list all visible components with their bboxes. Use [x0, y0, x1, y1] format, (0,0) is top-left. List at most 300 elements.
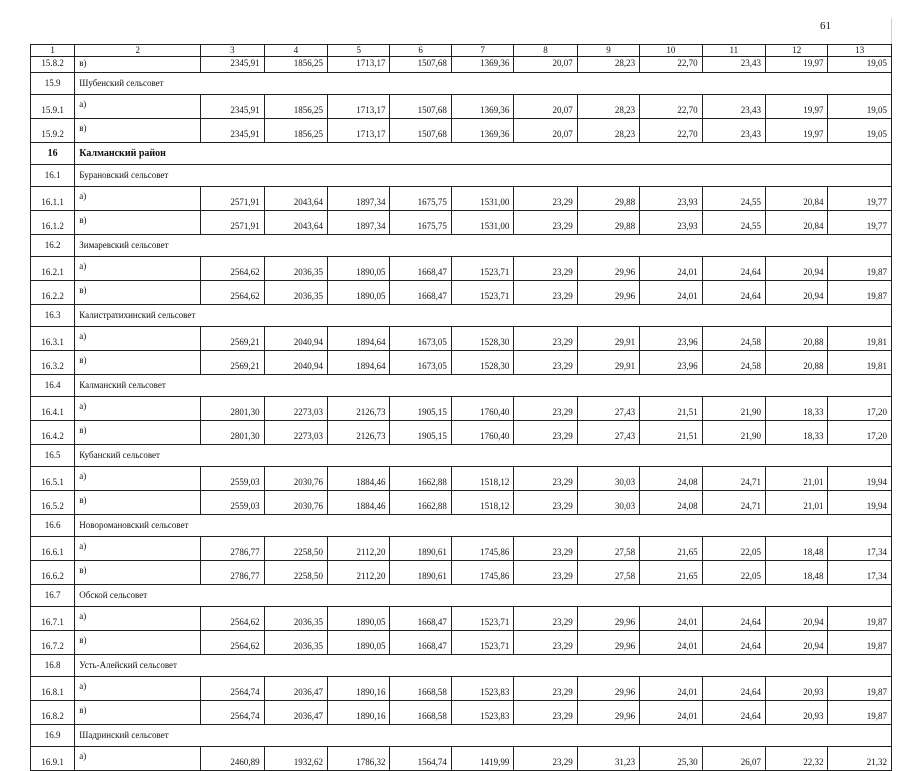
value-cell: 1369,36	[451, 95, 513, 119]
value-cell: 21,51	[640, 421, 702, 445]
table-row	[31, 327, 892, 351]
value-cell: 2786,77	[201, 537, 264, 561]
row-code-cell: 16.5.2	[31, 491, 75, 515]
value-cell: 19,94	[828, 467, 892, 491]
subitem-label: в)	[79, 215, 87, 225]
value-cell: 20,84	[766, 211, 828, 235]
value-cell: 2564,74	[201, 701, 264, 725]
value-cell: 29,96	[577, 677, 639, 701]
value-cell: 1523,71	[451, 607, 513, 631]
council-name-cell: Шадринский сельсовет	[75, 725, 892, 747]
value-cell: 1760,40	[451, 421, 513, 445]
value-cell: 2258,50	[264, 537, 327, 561]
row-code-cell: 16.7	[31, 585, 75, 607]
row-code-cell: 16.2.1	[31, 257, 75, 281]
value-cell: 24,64	[702, 257, 765, 281]
value-cell: 1890,16	[328, 677, 390, 701]
council-row	[31, 515, 892, 537]
value-cell: 2564,62	[201, 631, 264, 655]
row-code-cell: 16.1.2	[31, 211, 75, 235]
value-cell: 20,93	[766, 677, 828, 701]
value-cell: 2273,03	[264, 421, 327, 445]
row-code-cell: 16.7.1	[31, 607, 75, 631]
table-body	[31, 45, 892, 771]
value-cell: 24,64	[702, 677, 765, 701]
value-cell: 2345,91	[201, 119, 264, 143]
value-cell: 2571,91	[201, 211, 264, 235]
value-cell: 24,01	[640, 631, 702, 655]
value-cell: 1856,25	[264, 57, 327, 73]
row-code-cell: 16.8.2	[31, 701, 75, 725]
row-code-cell: 16.6.1	[31, 537, 75, 561]
value-cell: 1507,68	[390, 57, 451, 73]
subitem-label: в)	[79, 58, 87, 68]
value-cell: 2564,62	[201, 607, 264, 631]
value-cell: 1890,05	[328, 607, 390, 631]
value-cell: 2571,91	[201, 187, 264, 211]
subitem-cell	[75, 187, 201, 211]
value-cell: 22,70	[640, 95, 702, 119]
row-code-cell: 16.7.2	[31, 631, 75, 655]
value-cell: 2036,35	[264, 257, 327, 281]
column-number-cell: 13	[828, 45, 892, 57]
value-cell: 18,33	[766, 397, 828, 421]
subitem-cell	[75, 281, 201, 305]
value-cell: 1668,58	[390, 677, 451, 701]
value-cell: 1894,64	[328, 351, 390, 375]
value-cell: 29,88	[577, 211, 639, 235]
column-number-cell: 11	[702, 45, 765, 57]
row-code-cell: 16.9.1	[31, 747, 75, 771]
value-cell: 1890,61	[390, 561, 451, 585]
value-cell: 24,01	[640, 607, 702, 631]
value-cell: 22,05	[702, 561, 765, 585]
value-cell: 19,97	[766, 57, 828, 73]
value-cell: 1531,00	[451, 187, 513, 211]
value-cell: 21,90	[702, 421, 765, 445]
row-code-cell: 16.5.1	[31, 467, 75, 491]
subitem-cell	[75, 491, 201, 515]
value-cell: 2786,77	[201, 561, 264, 585]
value-cell: 1531,00	[451, 211, 513, 235]
value-cell: 22,32	[766, 747, 828, 771]
value-cell: 24,58	[702, 351, 765, 375]
row-code-cell: 16.1	[31, 165, 75, 187]
column-number-cell: 12	[766, 45, 828, 57]
value-cell: 21,65	[640, 537, 702, 561]
value-cell: 1369,36	[451, 57, 513, 73]
value-cell: 19,05	[828, 57, 892, 73]
row-code-cell: 16.2.2	[31, 281, 75, 305]
value-cell: 1523,83	[451, 677, 513, 701]
table-row	[31, 467, 892, 491]
row-code-cell: 15.9.2	[31, 119, 75, 143]
column-number-cell: 6	[390, 45, 451, 57]
council-name-cell: Обской сельсовет	[75, 585, 892, 607]
value-cell: 27,58	[577, 537, 639, 561]
value-cell: 1905,15	[390, 421, 451, 445]
value-cell: 1673,05	[390, 327, 451, 351]
table-row	[31, 631, 892, 655]
subitem-label: в)	[79, 635, 87, 645]
value-cell: 1890,61	[390, 537, 451, 561]
row-code-cell: 16.8	[31, 655, 75, 677]
council-name-cell: Шубенский сельсовет	[75, 73, 892, 95]
value-cell: 1713,17	[328, 57, 390, 73]
column-number-cell: 1	[31, 45, 75, 57]
value-cell: 24,64	[702, 631, 765, 655]
value-cell: 27,43	[577, 421, 639, 445]
value-cell: 2112,20	[328, 561, 390, 585]
row-code-cell: 15.9	[31, 73, 75, 95]
value-cell: 18,48	[766, 561, 828, 585]
value-cell: 19,87	[828, 701, 892, 725]
value-cell: 1856,25	[264, 119, 327, 143]
subitem-cell	[75, 211, 201, 235]
subitem-cell	[75, 95, 201, 119]
row-code-cell: 16.8.1	[31, 677, 75, 701]
value-cell: 23,93	[640, 211, 702, 235]
value-cell: 2030,76	[264, 491, 327, 515]
value-cell: 2345,91	[201, 57, 264, 73]
value-cell: 26,07	[702, 747, 765, 771]
row-code-cell: 16.6.2	[31, 561, 75, 585]
subitem-cell	[75, 561, 201, 585]
subitem-cell	[75, 677, 201, 701]
value-cell: 24,08	[640, 491, 702, 515]
value-cell: 20,94	[766, 257, 828, 281]
value-cell: 18,33	[766, 421, 828, 445]
council-name-cell: Новоромановский сельсовет	[75, 515, 892, 537]
value-cell: 24,01	[640, 701, 702, 725]
value-cell: 23,29	[514, 677, 577, 701]
value-cell: 18,48	[766, 537, 828, 561]
value-cell: 24,01	[640, 257, 702, 281]
value-cell: 1884,46	[328, 467, 390, 491]
value-cell: 24,01	[640, 281, 702, 305]
value-cell: 1897,34	[328, 211, 390, 235]
value-cell: 1528,30	[451, 327, 513, 351]
subitem-cell	[75, 119, 201, 143]
value-cell: 2036,35	[264, 281, 327, 305]
column-number-cell: 4	[264, 45, 327, 57]
value-cell: 23,29	[514, 351, 577, 375]
value-cell: 1884,46	[328, 491, 390, 515]
value-cell: 2040,94	[264, 351, 327, 375]
value-cell: 19,87	[828, 631, 892, 655]
value-cell: 23,96	[640, 351, 702, 375]
value-cell: 1932,62	[264, 747, 327, 771]
subitem-cell	[75, 351, 201, 375]
table-row	[31, 57, 892, 73]
value-cell: 2564,62	[201, 281, 264, 305]
subitem-label: а)	[79, 611, 87, 621]
value-cell: 23,43	[702, 57, 765, 73]
value-cell: 1713,17	[328, 119, 390, 143]
value-cell: 1786,32	[328, 747, 390, 771]
subitem-cell	[75, 701, 201, 725]
council-row	[31, 375, 892, 397]
value-cell: 24,58	[702, 327, 765, 351]
table-row	[31, 187, 892, 211]
subitem-label: а)	[79, 261, 87, 271]
value-cell: 31,23	[577, 747, 639, 771]
table-row	[31, 351, 892, 375]
value-cell: 23,93	[640, 187, 702, 211]
value-cell: 23,29	[514, 187, 577, 211]
tariff-table	[30, 44, 892, 771]
value-cell: 22,70	[640, 119, 702, 143]
value-cell: 2258,50	[264, 561, 327, 585]
value-cell: 23,29	[514, 257, 577, 281]
value-cell: 2036,35	[264, 607, 327, 631]
council-row	[31, 73, 892, 95]
value-cell: 2126,73	[328, 397, 390, 421]
value-cell: 1507,68	[390, 119, 451, 143]
value-cell: 29,96	[577, 281, 639, 305]
table-row	[31, 677, 892, 701]
value-cell: 2559,03	[201, 491, 264, 515]
value-cell: 21,32	[828, 747, 892, 771]
value-cell: 1523,71	[451, 631, 513, 655]
subitem-label: в)	[79, 495, 87, 505]
value-cell: 23,29	[514, 561, 577, 585]
table-row	[31, 211, 892, 235]
value-cell: 19,87	[828, 257, 892, 281]
value-cell: 1528,30	[451, 351, 513, 375]
value-cell: 1713,17	[328, 95, 390, 119]
council-row	[31, 165, 892, 187]
value-cell: 2569,21	[201, 327, 264, 351]
column-number-cell: 3	[201, 45, 264, 57]
value-cell: 1668,47	[390, 257, 451, 281]
value-cell: 20,94	[766, 607, 828, 631]
value-cell: 29,96	[577, 701, 639, 725]
row-code-cell: 16.6	[31, 515, 75, 537]
value-cell: 2036,47	[264, 677, 327, 701]
value-cell: 23,29	[514, 631, 577, 655]
value-cell: 1369,36	[451, 119, 513, 143]
value-cell: 1760,40	[451, 397, 513, 421]
value-cell: 1507,68	[390, 95, 451, 119]
value-cell: 1523,71	[451, 257, 513, 281]
value-cell: 23,29	[514, 701, 577, 725]
value-cell: 20,07	[514, 57, 577, 73]
value-cell: 19,05	[828, 95, 892, 119]
subitem-cell	[75, 397, 201, 421]
subitem-cell	[75, 607, 201, 631]
council-name-cell: Кубанский сельсовет	[75, 445, 892, 467]
value-cell: 1518,12	[451, 491, 513, 515]
value-cell: 22,05	[702, 537, 765, 561]
row-code-cell: 16.3.1	[31, 327, 75, 351]
value-cell: 23,29	[514, 747, 577, 771]
value-cell: 24,64	[702, 701, 765, 725]
council-row	[31, 235, 892, 257]
table-row	[31, 119, 892, 143]
subitem-cell	[75, 467, 201, 491]
subitem-label: а)	[79, 471, 87, 481]
value-cell: 1890,16	[328, 701, 390, 725]
value-cell: 23,29	[514, 421, 577, 445]
value-cell: 17,20	[828, 421, 892, 445]
value-cell: 2559,03	[201, 467, 264, 491]
value-cell: 19,81	[828, 351, 892, 375]
value-cell: 20,88	[766, 327, 828, 351]
subitem-label: а)	[79, 99, 87, 109]
subitem-label: в)	[79, 705, 87, 715]
value-cell: 23,29	[514, 327, 577, 351]
value-cell: 20,88	[766, 351, 828, 375]
value-cell: 21,90	[702, 397, 765, 421]
value-cell: 1523,83	[451, 701, 513, 725]
table-row	[31, 281, 892, 305]
subitem-label: в)	[79, 355, 87, 365]
value-cell: 21,65	[640, 561, 702, 585]
row-code-cell: 16.2	[31, 235, 75, 257]
value-cell: 23,43	[702, 119, 765, 143]
value-cell: 22,70	[640, 57, 702, 73]
subitem-cell	[75, 257, 201, 281]
value-cell: 2126,73	[328, 421, 390, 445]
value-cell: 1523,71	[451, 281, 513, 305]
district-row	[31, 143, 892, 165]
value-cell: 30,03	[577, 467, 639, 491]
council-row	[31, 445, 892, 467]
row-code-cell: 16.3	[31, 305, 75, 327]
value-cell: 29,88	[577, 187, 639, 211]
value-cell: 19,87	[828, 607, 892, 631]
value-cell: 19,97	[766, 95, 828, 119]
value-cell: 28,23	[577, 95, 639, 119]
column-number-cell: 7	[451, 45, 513, 57]
table-row	[31, 537, 892, 561]
column-number-cell: 2	[75, 45, 201, 57]
value-cell: 2460,89	[201, 747, 264, 771]
column-number-header-row	[31, 45, 892, 57]
value-cell: 20,94	[766, 281, 828, 305]
page-number: 61	[820, 20, 831, 32]
value-cell: 29,91	[577, 327, 639, 351]
value-cell: 1662,88	[390, 467, 451, 491]
value-cell: 2043,64	[264, 211, 327, 235]
value-cell: 24,71	[702, 467, 765, 491]
row-code-cell: 16.9	[31, 725, 75, 747]
value-cell: 20,93	[766, 701, 828, 725]
column-number-cell: 8	[514, 45, 577, 57]
value-cell: 2801,30	[201, 397, 264, 421]
table-row	[31, 747, 892, 771]
council-name-cell: Усть-Алейский сельсовет	[75, 655, 892, 677]
value-cell: 29,96	[577, 257, 639, 281]
value-cell: 1890,05	[328, 257, 390, 281]
value-cell: 2345,91	[201, 95, 264, 119]
value-cell: 27,43	[577, 397, 639, 421]
value-cell: 2043,64	[264, 187, 327, 211]
value-cell: 24,08	[640, 467, 702, 491]
subitem-label: а)	[79, 401, 87, 411]
table-row	[31, 397, 892, 421]
row-code-cell: 16.4.1	[31, 397, 75, 421]
row-code-cell: 16.1.1	[31, 187, 75, 211]
column-number-cell: 9	[577, 45, 639, 57]
value-cell: 1564,74	[390, 747, 451, 771]
value-cell: 2801,30	[201, 421, 264, 445]
value-cell: 20,07	[514, 95, 577, 119]
value-cell: 19,87	[828, 281, 892, 305]
council-row	[31, 585, 892, 607]
value-cell: 1675,75	[390, 187, 451, 211]
value-cell: 1668,58	[390, 701, 451, 725]
subitem-cell	[75, 747, 201, 771]
council-row	[31, 655, 892, 677]
value-cell: 1668,47	[390, 281, 451, 305]
value-cell: 23,29	[514, 537, 577, 561]
subitem-cell	[75, 631, 201, 655]
value-cell: 1894,64	[328, 327, 390, 351]
table-row	[31, 561, 892, 585]
value-cell: 23,29	[514, 211, 577, 235]
subitem-label: а)	[79, 191, 87, 201]
value-cell: 17,34	[828, 561, 892, 585]
row-code-cell: 16.3.2	[31, 351, 75, 375]
value-cell: 20,84	[766, 187, 828, 211]
council-row	[31, 725, 892, 747]
value-cell: 1890,05	[328, 631, 390, 655]
value-cell: 2036,35	[264, 631, 327, 655]
value-cell: 1745,86	[451, 537, 513, 561]
subitem-cell	[75, 327, 201, 351]
subitem-label: а)	[79, 751, 87, 761]
value-cell: 19,77	[828, 187, 892, 211]
subitem-label: в)	[79, 565, 87, 575]
value-cell: 21,01	[766, 491, 828, 515]
value-cell: 2564,62	[201, 257, 264, 281]
subitem-label: в)	[79, 425, 87, 435]
value-cell: 17,34	[828, 537, 892, 561]
value-cell: 1668,47	[390, 607, 451, 631]
row-code-cell: 15.8.2	[31, 57, 75, 73]
value-cell: 1668,47	[390, 631, 451, 655]
value-cell: 27,58	[577, 561, 639, 585]
row-code-cell: 16.4.2	[31, 421, 75, 445]
subitem-cell	[75, 537, 201, 561]
value-cell: 23,29	[514, 607, 577, 631]
value-cell: 24,01	[640, 677, 702, 701]
value-cell: 19,81	[828, 327, 892, 351]
district-name-cell: Калманский район	[75, 143, 892, 165]
value-cell: 2273,03	[264, 397, 327, 421]
value-cell: 1745,86	[451, 561, 513, 585]
value-cell: 20,07	[514, 119, 577, 143]
subitem-label: а)	[79, 681, 87, 691]
value-cell: 30,03	[577, 491, 639, 515]
value-cell: 2040,94	[264, 327, 327, 351]
value-cell: 23,96	[640, 327, 702, 351]
value-cell: 1419,99	[451, 747, 513, 771]
value-cell: 21,51	[640, 397, 702, 421]
row-code-cell: 16	[31, 143, 75, 165]
value-cell: 1890,05	[328, 281, 390, 305]
value-cell: 28,23	[577, 119, 639, 143]
value-cell: 1856,25	[264, 95, 327, 119]
column-number-cell: 5	[328, 45, 390, 57]
table-row	[31, 95, 892, 119]
value-cell: 19,05	[828, 119, 892, 143]
column-number-cell: 10	[640, 45, 702, 57]
row-code-cell: 16.5	[31, 445, 75, 467]
value-cell: 1897,34	[328, 187, 390, 211]
